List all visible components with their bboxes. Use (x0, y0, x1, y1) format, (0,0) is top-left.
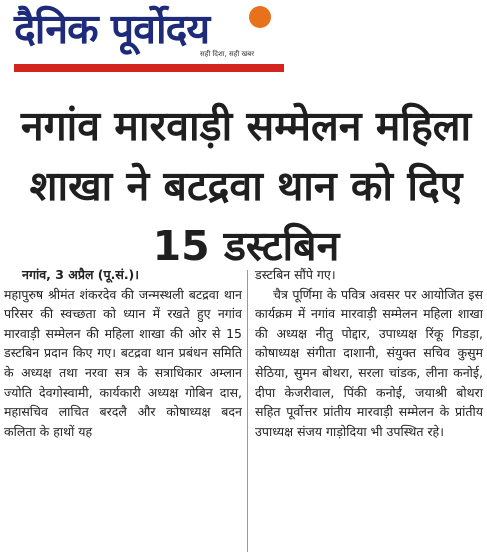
column-divider (247, 270, 248, 552)
article-body-right-lead: डस्टबिन सौंपे गए। (255, 267, 336, 282)
article-column-right (255, 265, 483, 441)
article-body-right: चैत्र पूर्णिमा के पवित्र अवसर पर आयोजित इस कार्यक्रम में नगांव मारवाड़ी सम्मेलन महिला शाखा की अध्यक्ष नीतु पोद्दार, उपाध्यक्ष रिंकू गिडड़ा, कोषाध्यक्ष संगीता दाशानी, संयुक्त सचिव कुसुम सेठिया, सुमन बोथरा, सरला चांडक, लीना कनोई, दीपा केजरीवाल, पिंकी कनोई, जयाश्री बोथरा सहित पूर्वोत्तर प्रांतीय मारवाड़ी सम्मेलन के प्रांतीय उपाध्यक्ष संजय गाड़ोदिया भी उपस्थित रहे। (255, 286, 483, 439)
article-headline: नगांव मारवाड़ी सम्मेलन महिला शाखा ने बटद्रवा थान को दिए 15 डस्टबिन (20, 102, 472, 270)
masthead-tagline: सही दिशा, सही खबर (200, 50, 255, 58)
masthead (0, 0, 487, 84)
newspaper-logo: दैनिक पूर्वोदय (14, 5, 210, 53)
article-column-left (4, 265, 242, 441)
article-body-left: महापुरुष श्रीमंत शंकरदेव की जन्मस्थली बटद्रवा थान परिसर की स्वच्छता को ध्यान में रखते हुए नगांव मारवाड़ी सम्मेलन की महिला शाखा की ओर से 15 डस्टबिन प्रदान किए गए। बटद्रवा थान प्रबंधन समिति के अध्यक्ष तथा नरवा सत्र के सत्राधिकार अम्लान ज्योति देवगोस्वामी, कार्यकारी अध्यक्ष गोबिन दास, महासचिव लाचित बरदलै और कोषाध्यक्ष बदन कलिता के हाथों यह (4, 286, 242, 439)
logo-sun-icon (249, 6, 271, 28)
article-body-right-paragraph (255, 285, 483, 442)
logo-underline-bar (14, 64, 284, 72)
article-dateline: नगांव, 3 अप्रैल (पू.सं.)। (22, 267, 140, 282)
